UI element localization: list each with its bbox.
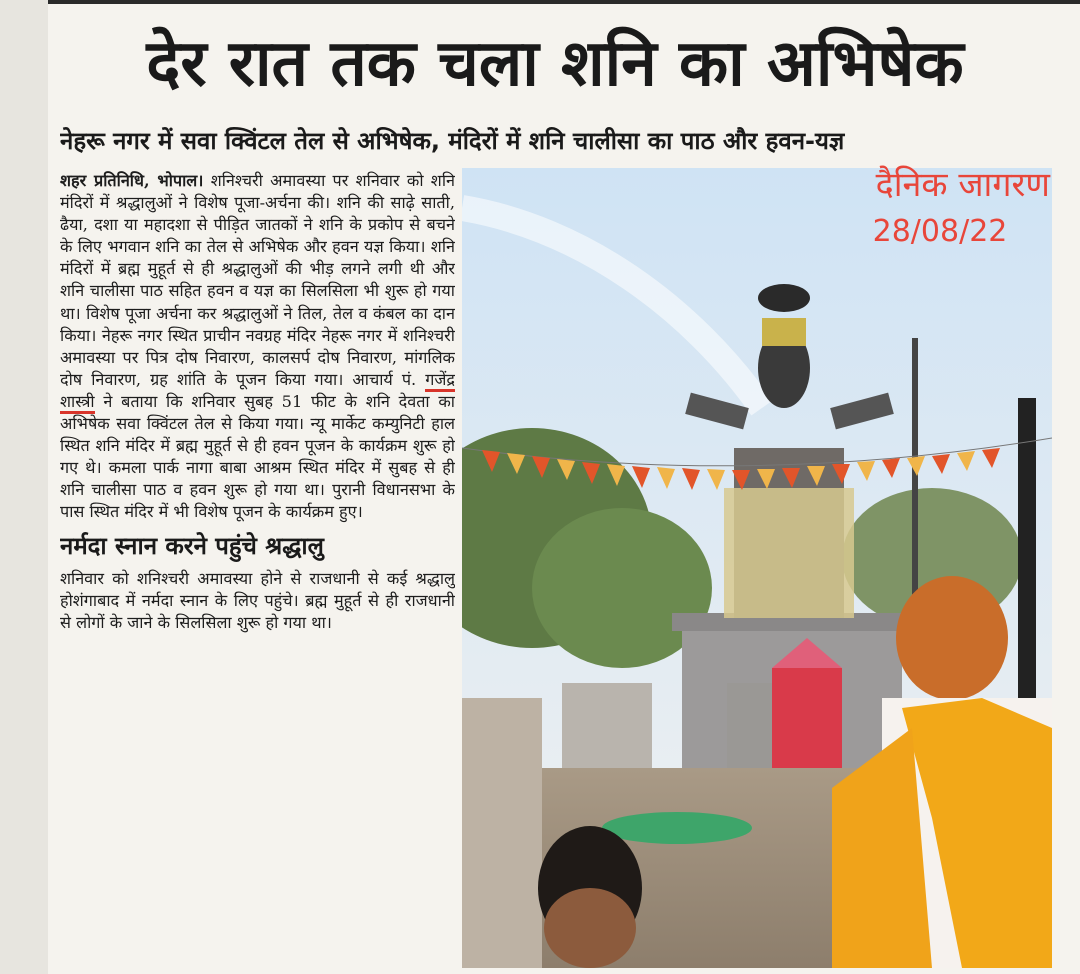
body-text-part2: ने बताया कि शनिवार सुबह 51 फीट के शनि देवता का अभिषेक सवा क्विंटल तेल से किया गया। न्यू मार्केट कम्युनिटी हाल स्थित शनि मंदिर में ब्रह्म मुहूर्त से ही हवन पूजन के कार्यक्रम शुरू हो गए थे। कमला पार्क नागा बाबा आश्रम स्थित मंदिर में सुबह से ही शनि चालीसा पाठ व हवन शुरू हो गया था। पुरानी विधानसभा के पास स्थित मंदिर में भी विशेष पूजन के कार्यक्रम हुए। (60, 391, 455, 522)
subheadline: नेहरू नगर में सवा क्विंटल तेल से अभिषेक, मंदिरों में शनि चालीसा का पाठ और हवन-यज्ञ (60, 127, 845, 155)
dateline: शहर प्रतिनिधि, भोपाल। (60, 171, 204, 190)
news-photo (462, 168, 1052, 968)
highlighted-name: गजेंद्र शास्त्री (60, 370, 455, 414)
headline: देर रात तक चला शनि का अभिषेक (146, 27, 964, 101)
left-margin (0, 0, 48, 974)
article-column (60, 170, 455, 970)
watermark-publication: दैनिक जागरण (875, 165, 1050, 205)
body-text-part1: शनिश्चरी अमावस्या पर शनिवार को शनि मंदिरों में श्रद्धालुओं ने विशेष पूजा-अर्चना की। शनि की साढ़े साती, ढैया, दशा या महादशा से पीड़ित जातकों ने शनि के प्रकोप से बचने के लिए भगवान शनि का तेल से अभिषेक और हवन यज्ञ किया। शनि मंदिरों में ब्रह्म मुहूर्त से ही श्रद्धालुओं की भीड़ लगने लगी थी और शनि चालीसा पाठ सहित हवन व यज्ञ का सिलसिला भी शुरू हो गया था। विशेष पूजा अर्चना कर श्रद्धालुओं ने तिल, तेल व कंबल का दान किया। नेहरू नगर स्थित प्राचीन नवग्रह मंदिर नेहरू नगर में शनिश्चरी अमावस्या पर पित्र दोष निवारण, कालसर्प दोष निवारण, मांगलिक दोष निवारण, ग्रह शांति के पूजन किया गया। आचार्य पं. (60, 171, 455, 389)
section-heading: नर्मदा स्नान करने पहुंचे श्रद्धालु (60, 531, 324, 560)
watermark-date: 28/08/22 (872, 214, 1008, 249)
article-body (60, 170, 455, 524)
section-body: शनिवार को शनिश्चरी अमावस्या होने से राजधानी से कई श्रद्धालु होशंगाबाद में नर्मदा स्नान के लिए पहुंचे। ब्रह्म मुहूर्त से ही राजधानी से लोगों के जाने के सिलसिला शुरू हो गया था। (60, 568, 455, 632)
top-border (0, 0, 1080, 4)
photo-illustration (462, 168, 1052, 968)
